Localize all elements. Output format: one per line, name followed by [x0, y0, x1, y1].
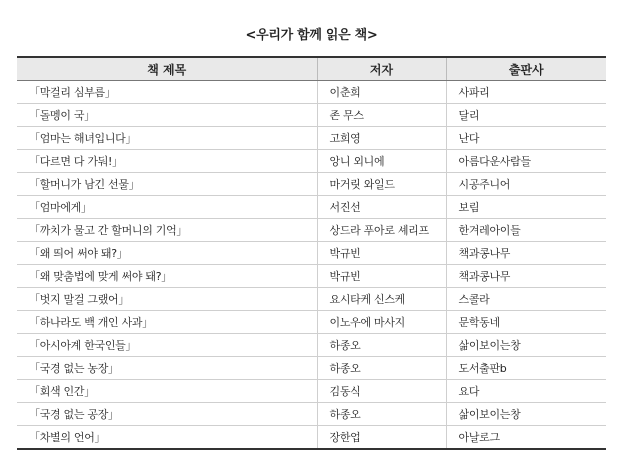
book-title: 「아시아계 한국인들」 [17, 334, 317, 357]
book-author: 서진선 [317, 196, 446, 219]
book-publisher: 책과콩나무 [446, 242, 606, 265]
book-author: 마거릿 와일드 [317, 173, 446, 196]
table-row [17, 357, 606, 380]
header-title: 책 제목 [17, 57, 317, 81]
table-row [17, 380, 606, 403]
book-title: 「차별의 언어」 [17, 426, 317, 450]
table-row [17, 426, 606, 450]
book-publisher: 사파리 [446, 81, 606, 104]
book-author: 요시타케 신스케 [317, 288, 446, 311]
table-row [17, 311, 606, 334]
table-row [17, 173, 606, 196]
book-author: 김동식 [317, 380, 446, 403]
book-author: 박규빈 [317, 265, 446, 288]
book-publisher: 아날로그 [446, 426, 606, 450]
book-title: 「벗지 말걸 그랬어」 [17, 288, 317, 311]
table-row [17, 196, 606, 219]
book-author: 앙니 외니에 [317, 150, 446, 173]
table-row [17, 81, 606, 104]
table-caption: <우리가 함께 읽은 책> [245, 28, 378, 43]
book-author: 이춘희 [317, 81, 446, 104]
book-publisher: 책과콩나무 [446, 265, 606, 288]
book-title: 「국경 없는 농장」 [17, 357, 317, 380]
book-title: 「다르면 다 가둬!」 [17, 150, 317, 173]
book-publisher: 도서출판b [446, 357, 606, 380]
book-author: 장한업 [317, 426, 446, 450]
table-row [17, 127, 606, 150]
book-publisher: 삶이보이는창 [446, 334, 606, 357]
book-publisher: 문학동네 [446, 311, 606, 334]
book-author: 박규빈 [317, 242, 446, 265]
book-title: 「막걸리 심부름」 [17, 81, 317, 104]
book-publisher: 요다 [446, 380, 606, 403]
book-author: 고희영 [317, 127, 446, 150]
book-author: 하종오 [317, 334, 446, 357]
header-author: 저자 [317, 57, 446, 81]
table-row [17, 288, 606, 311]
book-title: 「할머니가 남긴 선물」 [17, 173, 317, 196]
reading-list-table [17, 56, 606, 450]
table-row [17, 334, 606, 357]
header-publisher: 출판사 [446, 57, 606, 81]
book-author: 이노우에 마사지 [317, 311, 446, 334]
table-header-row [17, 57, 606, 81]
book-title: 「왜 띄어 써야 돼?」 [17, 242, 317, 265]
book-publisher: 달리 [446, 104, 606, 127]
book-title: 「엄마는 해녀입니다」 [17, 127, 317, 150]
book-title: 「하나라도 백 개인 사과」 [17, 311, 317, 334]
book-publisher: 스콜라 [446, 288, 606, 311]
table-row [17, 150, 606, 173]
book-title: 「회색 인간」 [17, 380, 317, 403]
book-author: 상드라 푸아로 셰리프 [317, 219, 446, 242]
book-title: 「국경 없는 공장」 [17, 403, 317, 426]
book-publisher: 삶이보이는창 [446, 403, 606, 426]
table-row [17, 242, 606, 265]
table-row [17, 265, 606, 288]
book-author: 하종오 [317, 403, 446, 426]
book-publisher: 난다 [446, 127, 606, 150]
table-row [17, 403, 606, 426]
book-publisher: 시공주니어 [446, 173, 606, 196]
book-title: 「엄마에게」 [17, 196, 317, 219]
book-title: 「돌멩이 국」 [17, 104, 317, 127]
book-publisher: 한겨레아이들 [446, 219, 606, 242]
book-publisher: 보림 [446, 196, 606, 219]
book-title: 「왜 맞춤법에 맞게 써야 돼?」 [17, 265, 317, 288]
table-row [17, 219, 606, 242]
table-row [17, 104, 606, 127]
book-title: 「까치가 물고 간 할머니의 기억」 [17, 219, 317, 242]
book-author: 존 무스 [317, 104, 446, 127]
book-publisher: 아름다운사람들 [446, 150, 606, 173]
book-author: 하종오 [317, 357, 446, 380]
